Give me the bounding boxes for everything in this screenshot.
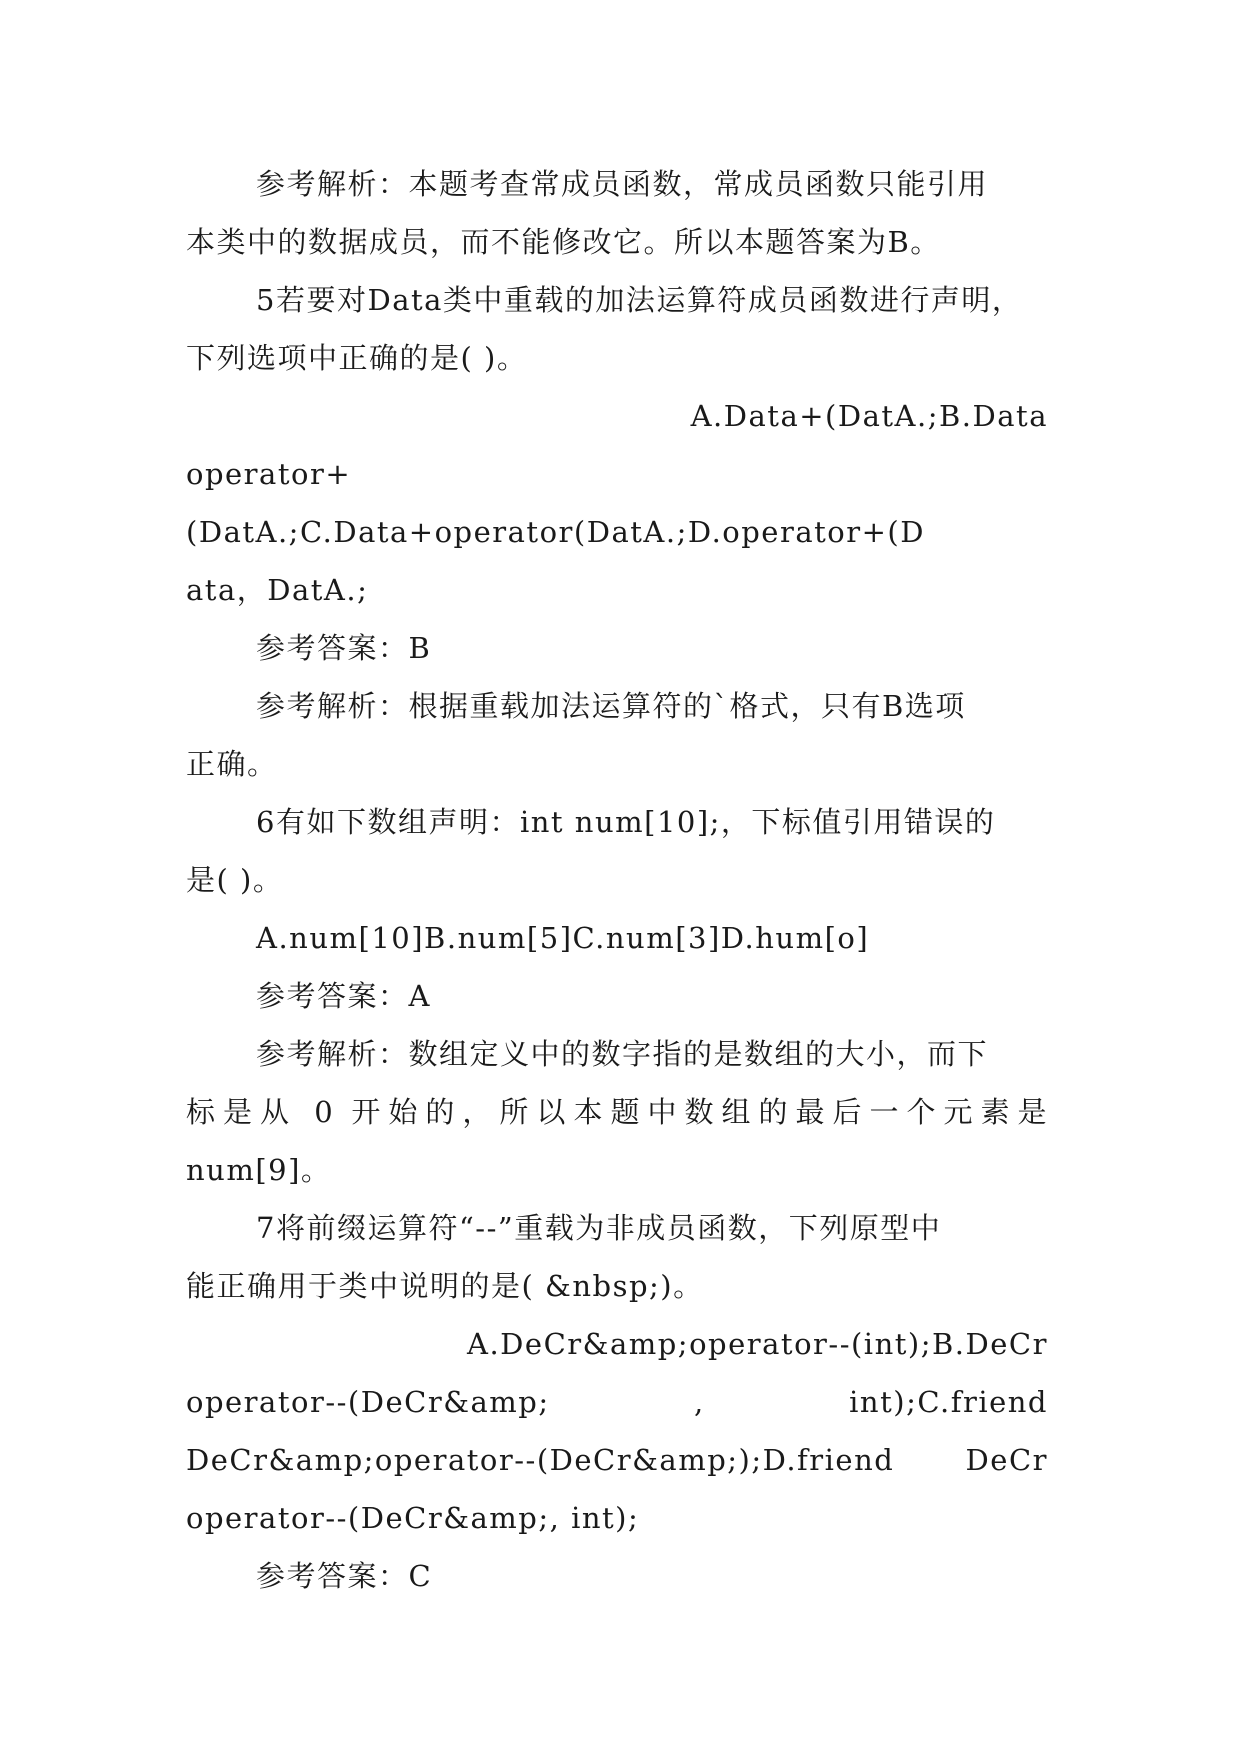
q7-options-line-4: operator--(DeCr&amp;, int); bbox=[186, 1501, 640, 1535]
document-body bbox=[186, 155, 1048, 1605]
q6-options: A.num[10]B.num[5]C.num[3]D.hum[o] bbox=[256, 921, 870, 955]
q5-explanation-line-2: 正确。 bbox=[186, 747, 278, 781]
q5-answer: 参考答案：B bbox=[256, 631, 432, 665]
q6-explanation-line-3: num[9]。 bbox=[186, 1153, 332, 1187]
q6-answer: 参考答案：A bbox=[256, 979, 431, 1013]
q7-options-line-3: DeCr&amp;operator--(DeCr&amp;);D.friend DeCr bbox=[186, 1443, 1048, 1477]
q4-explanation-line-1: 参考解析：本题考查常成员函数，常成员函数只能引用 bbox=[256, 167, 989, 201]
q6-question-line-2: 是( )。 bbox=[186, 863, 284, 897]
q5-question-line-2: 下列选项中正确的是( )。 bbox=[186, 341, 528, 375]
q5-options-line-1: A.Data+(DatA.;B.Data bbox=[690, 399, 1048, 433]
q6-explanation-line-1: 参考解析：数组定义中的数字指的是数组的大小，而下 bbox=[256, 1037, 989, 1071]
q7-question-line-2: 能正确用于类中说明的是( &nbsp;)。 bbox=[186, 1269, 704, 1303]
q7-options-line-1: A.DeCr&amp;operator--(int);B.DeCr bbox=[467, 1327, 1048, 1361]
q5-question-line-1: 5若要对Data类中重载的加法运算符成员函数进行声明， bbox=[256, 283, 1023, 317]
q5-options-line-2: operator+(DatA.;C.Data+operator(DatA.;D.operator+(D bbox=[186, 457, 925, 549]
q4-explanation-line-2: 本类中的数据成员，而不能修改它。所以本题答案为B。 bbox=[186, 225, 941, 259]
q5-options-line-3: ata，DatA.; bbox=[186, 573, 369, 607]
q7-options-line-2: operator--(DeCr&amp; , int);C.friend bbox=[186, 1385, 1048, 1419]
q6-question-line-1: 6有如下数组声明：int num[10];，下标值引用错误的 bbox=[256, 805, 996, 839]
q6-explanation-line-2: 标是从 0 开始的，所以本题中数组的最后一个元素是 bbox=[186, 1095, 1048, 1129]
q7-answer: 参考答案：C bbox=[256, 1559, 433, 1593]
q7-question-line-1: 7将前缀运算符“--”重载为非成员函数，下列原型中 bbox=[256, 1211, 942, 1245]
q5-explanation-line-1: 参考解析：根据重载加法运算符的`格式，只有B选项 bbox=[256, 689, 966, 723]
